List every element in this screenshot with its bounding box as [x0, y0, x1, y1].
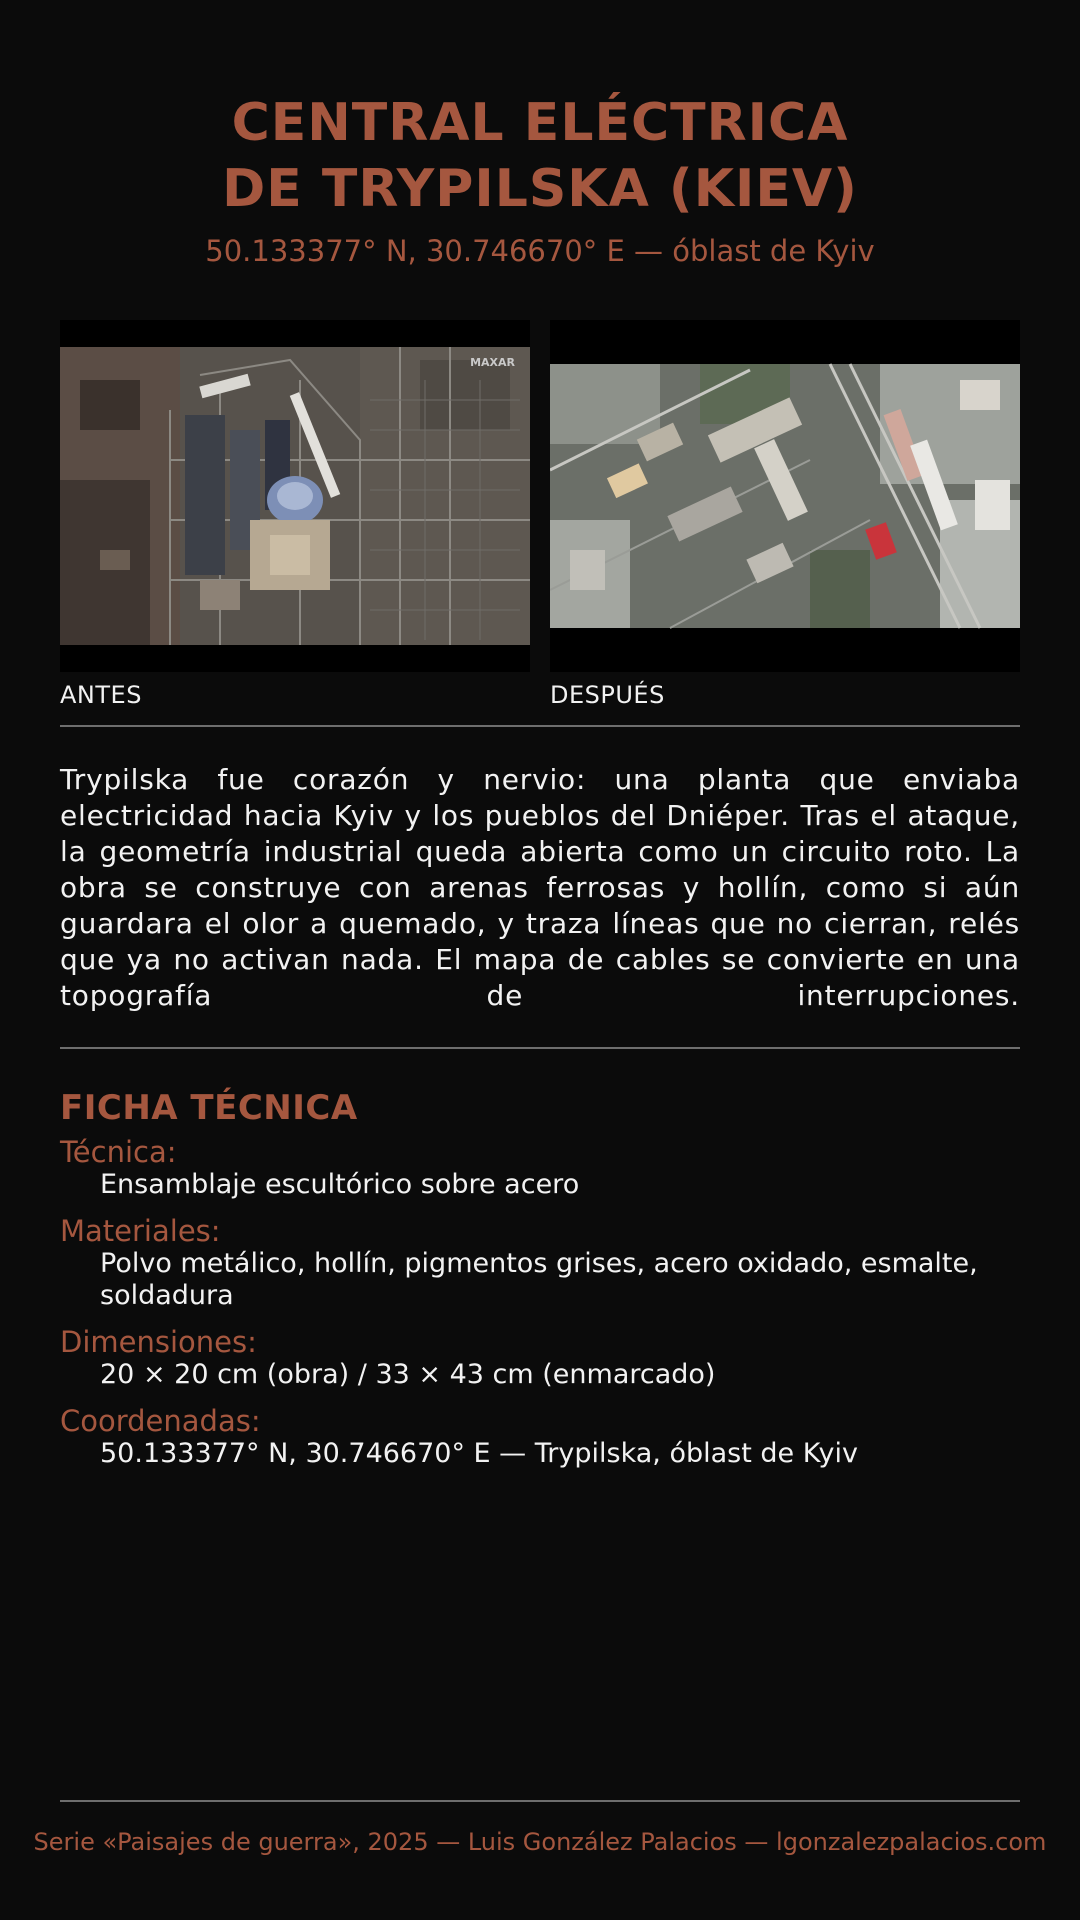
tech-sheet-list [60, 1136, 1020, 1484]
divider-footer [60, 1800, 1020, 1802]
tech-sheet-value: Ensamblaje escultórico sobre acero [100, 1169, 580, 1200]
tech-sheet-title: FICHA TÉCNICA [60, 1088, 358, 1128]
tech-sheet-item-technique [60, 1136, 1020, 1201]
after-caption: DESPUÉS [550, 681, 665, 709]
tech-sheet-item-coordinates [60, 1405, 1020, 1470]
artwork-description: Trypilska fue corazón y nervio: una planta que enviaba electricidad hacia Kyiv y los pueblos del Dniéper. Tras el ataque, la geometría industrial queda abierta como un circuito roto. La obra se construye con arenas ferrosas y hollín, como si aún guardara el olor a quemado, y traza líneas que no cierran, relés que ya no activan nada. El mapa de cables se convierte en una topografía de interrupciones. [60, 763, 1020, 1012]
tech-sheet-label: Dimensiones: [60, 1325, 257, 1359]
page-title [0, 90, 1080, 222]
footer-credits: Serie «Paisajes de guerra», 2025 — Luis González Palacios — lgonzalezpalacios.com [33, 1828, 1047, 1856]
tech-sheet-label: Técnica: [60, 1135, 177, 1169]
tech-sheet-value: Polvo metálico, hollín, pigmentos grises, acero oxidado, esmalte, soldadura [100, 1248, 978, 1311]
divider-top [60, 725, 1020, 727]
tech-sheet-value: 20 × 20 cm (obra) / 33 × 43 cm (enmarcado) [100, 1359, 716, 1390]
divider-middle [60, 1047, 1020, 1049]
tech-sheet-label: Materiales: [60, 1214, 221, 1248]
tech-sheet-label: Coordenadas: [60, 1404, 261, 1438]
page-subtitle: 50.133377° N, 30.746670° E — óblast de Kyiv [205, 234, 875, 268]
after-satellite-image [550, 320, 1020, 672]
page-title-line-2: DE TRYPILSKA (KIEV) [222, 159, 858, 219]
tech-sheet-item-materials [60, 1215, 1020, 1312]
before-satellite-image [60, 320, 530, 672]
tech-sheet-item-dimensions [60, 1326, 1020, 1391]
after-satellite-image-graphic [550, 320, 1020, 672]
before-satellite-image-graphic [60, 320, 530, 672]
page-title-line-1: CENTRAL ELÉCTRICA [231, 93, 849, 153]
tech-sheet-value: 50.133377° N, 30.746670° E — Trypilska, óblast de Kyiv [100, 1438, 858, 1469]
maxar-watermark: MAXAR [470, 356, 515, 369]
before-caption: ANTES [60, 681, 142, 709]
